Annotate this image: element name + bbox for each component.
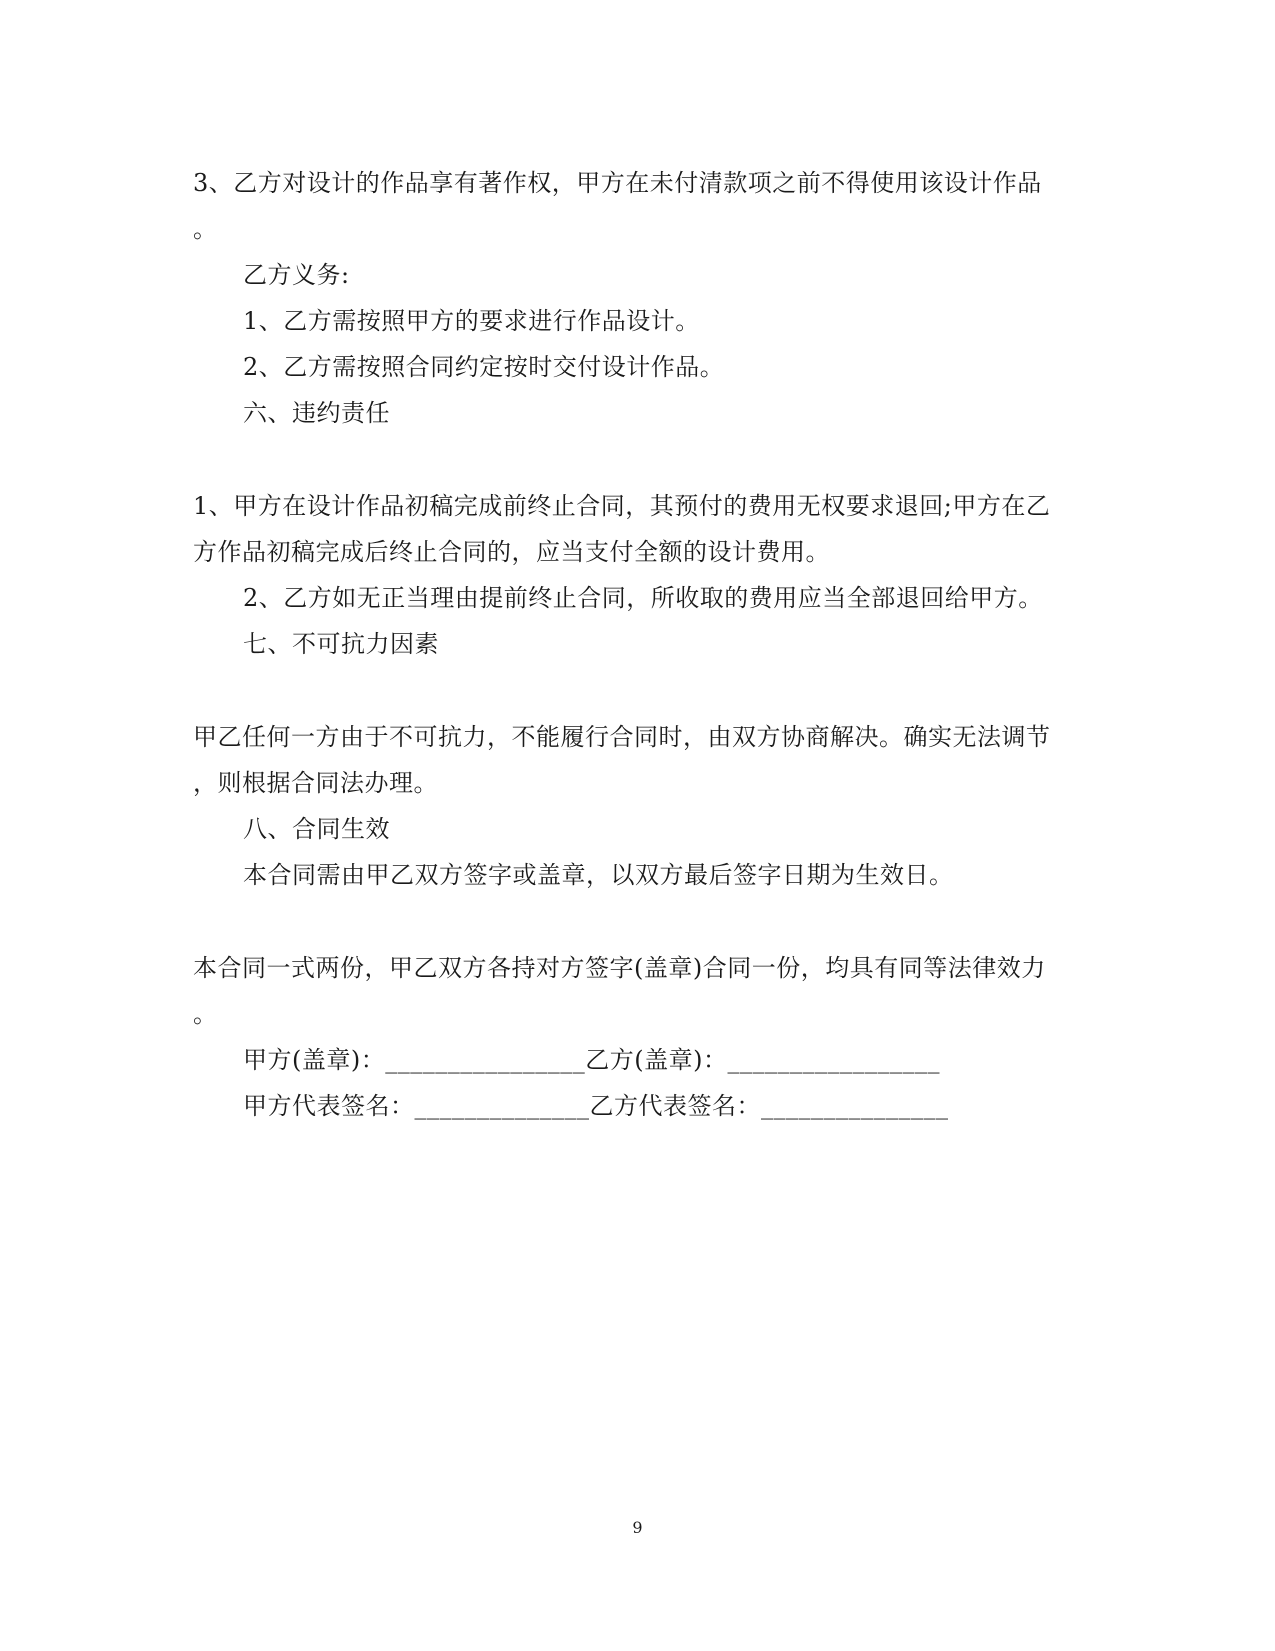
seal-signature-line: 甲方(盖章)：________________乙方(盖章)：_________________ — [243, 1046, 940, 1074]
copies-clause-line-1: 本合同一式两份，甲乙双方各持对方签字(盖章)合同一份，均具有同等法律效力 — [193, 954, 1046, 982]
party-b-obligations-heading: 乙方义务: — [243, 261, 350, 289]
section-8-heading: 八、合同生效 — [243, 815, 390, 843]
section-7-heading: 七、不可抗力因素 — [243, 630, 439, 658]
party-b-obligation-1: 1、乙方需按照甲方的要求进行作品设计。 — [243, 307, 700, 335]
breach-clause-1-line-1: 1、甲方在设计作品初稿完成前终止合同，其预付的费用无权要求退回;甲方在乙 — [193, 492, 1051, 520]
force-majeure-line-1: 甲乙任何一方由于不可抗力，不能履行合同时，由双方协商解决。确实无法调节 — [193, 723, 1051, 751]
force-majeure-line-2: ，则根据合同法办理。 — [193, 769, 438, 797]
breach-clause-2: 2、乙方如无正当理由提前终止合同，所收取的费用应当全部退回给甲方。 — [243, 584, 1043, 612]
section-6-heading: 六、违约责任 — [243, 399, 390, 427]
party-b-obligation-2: 2、乙方需按照合同约定按时交付设计作品。 — [243, 353, 725, 381]
effective-clause: 本合同需由甲乙双方签字或盖章，以双方最后签字日期为生效日。 — [243, 861, 954, 889]
page-number: 9 — [632, 1518, 643, 1537]
representative-signature-line: 甲方代表签名：______________乙方代表签名：_______________ — [243, 1092, 949, 1120]
clause-3-copyright-line-2: 。 — [193, 215, 218, 243]
breach-clause-1-line-2: 方作品初稿完成后终止合同的，应当支付全额的设计费用。 — [193, 538, 830, 566]
copies-clause-line-2: 。 — [193, 1000, 218, 1028]
clause-3-copyright-line-1: 3、乙方对设计的作品享有著作权，甲方在未付清款项之前不得使用该设计作品 — [193, 169, 1042, 197]
